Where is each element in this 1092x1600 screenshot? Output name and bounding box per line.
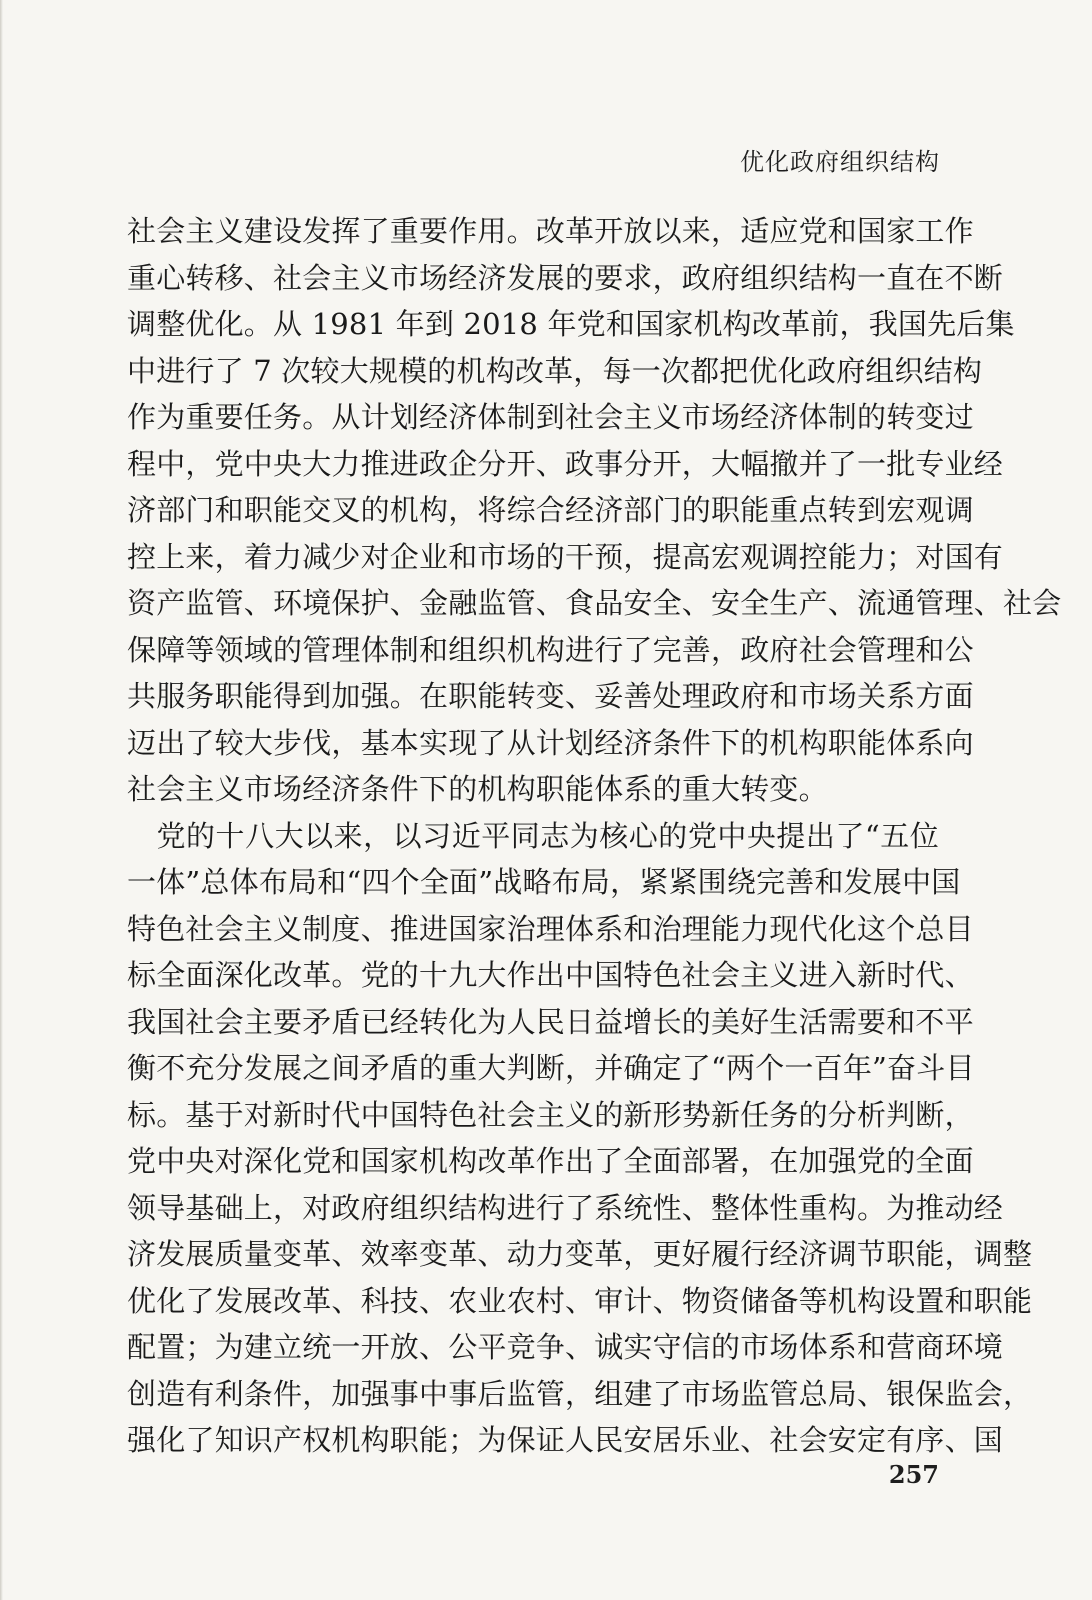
text-line: 配置；为建立统一开放、公平竞争、诚实守信的市场体系和营商环境 [127,1330,1004,1364]
text-line: 共服务职能得到加强。在职能转变、妥善处理政府和市场关系方面 [127,679,974,713]
text-line: 优化了发展改革、科技、农业农村、审计、物资储备等机构设置和职能 [127,1283,1033,1318]
paragraph-end-line: 社会主义市场经济条件下的机构职能体系的重大转变。 [127,772,828,806]
text-line: 党中央对深化党和国家机构改革作出了全面部署，在加强党的全面 [127,1144,974,1178]
text-line: 迈出了较大步伐，基本实现了从计划经济条件下的机构职能体系向 [127,725,974,760]
text-line: 调整优化。从 1981 年到 2018 年党和国家机构改革前，我国先后集 [127,307,1015,341]
text-line: 作为重要任务。从计划经济体制到社会主义市场经济体制的转变过 [127,400,974,434]
text-line: 标。基于对新时代中国特色社会主义的新形势新任务的分析判断， [127,1097,974,1132]
text-line: 保障等领域的管理体制和组织机构进行了完善，政府社会管理和公 [127,632,974,667]
page-number: 257 [888,1460,939,1489]
text-line: 我国社会主要矛盾已经转化为人民日益增长的美好生活需要和不平 [127,1004,974,1039]
text-line: 社会主义建设发挥了重要作用。改革开放以来，适应党和国家工作 [127,214,974,248]
text-line: 领导基础上，对政府组织结构进行了系统性、整体性重构。为推动经 [127,1190,1004,1225]
text-line: 济发展质量变革、效率变革、动力变革，更好履行经济调节职能，调整 [127,1237,1033,1271]
running-header-title: 优化政府组织结构 [740,148,940,176]
text-line: 创造有利条件，加强事中事后监管，组建了市场监管总局、银保监会， [127,1376,1033,1411]
body-text [127,208,1062,1464]
text-line: 程中，党中央大力推进政企分开、政事分开，大幅撤并了一批专业经 [127,446,1004,481]
text-line: 济部门和职能交叉的机构，将综合经济部门的职能重点转到宏观调 [127,493,974,527]
text-line: 标全面深化改革。党的十九大作出中国特色社会主义进入新时代、 [127,958,974,992]
paragraph-start-line: 党的十八大以来，以习近平同志为核心的党中央提出了“五位 [127,818,939,853]
text-line: 特色社会主义制度、推进国家治理体系和治理能力现代化这个总目 [127,911,974,946]
text-line: 控上来，着力减少对企业和市场的干预，提高宏观调控能力；对国有 [127,539,1004,574]
text-line: 重心转移、社会主义市场经济发展的要求，政府组织结构一直在不断 [127,260,1004,295]
text-line: 资产监管、环境保护、金融监管、食品安全、安全生产、流通管理、社会 [127,586,1062,620]
text-line: 中进行了 7 次较大规模的机构改革，每一次都把优化政府组织结构 [127,353,983,388]
text-line: 一体”总体布局和“四个全面”战略布局，紧紧围绕完善和发展中国 [127,865,961,899]
page-gutter-shadow [0,0,3,1600]
text-line: 强化了知识产权机构职能；为保证人民安居乐业、社会安定有序、国 [127,1423,1004,1457]
text-line: 衡不充分发展之间矛盾的重大判断，并确定了“两个一百年”奋斗目 [127,1051,975,1085]
